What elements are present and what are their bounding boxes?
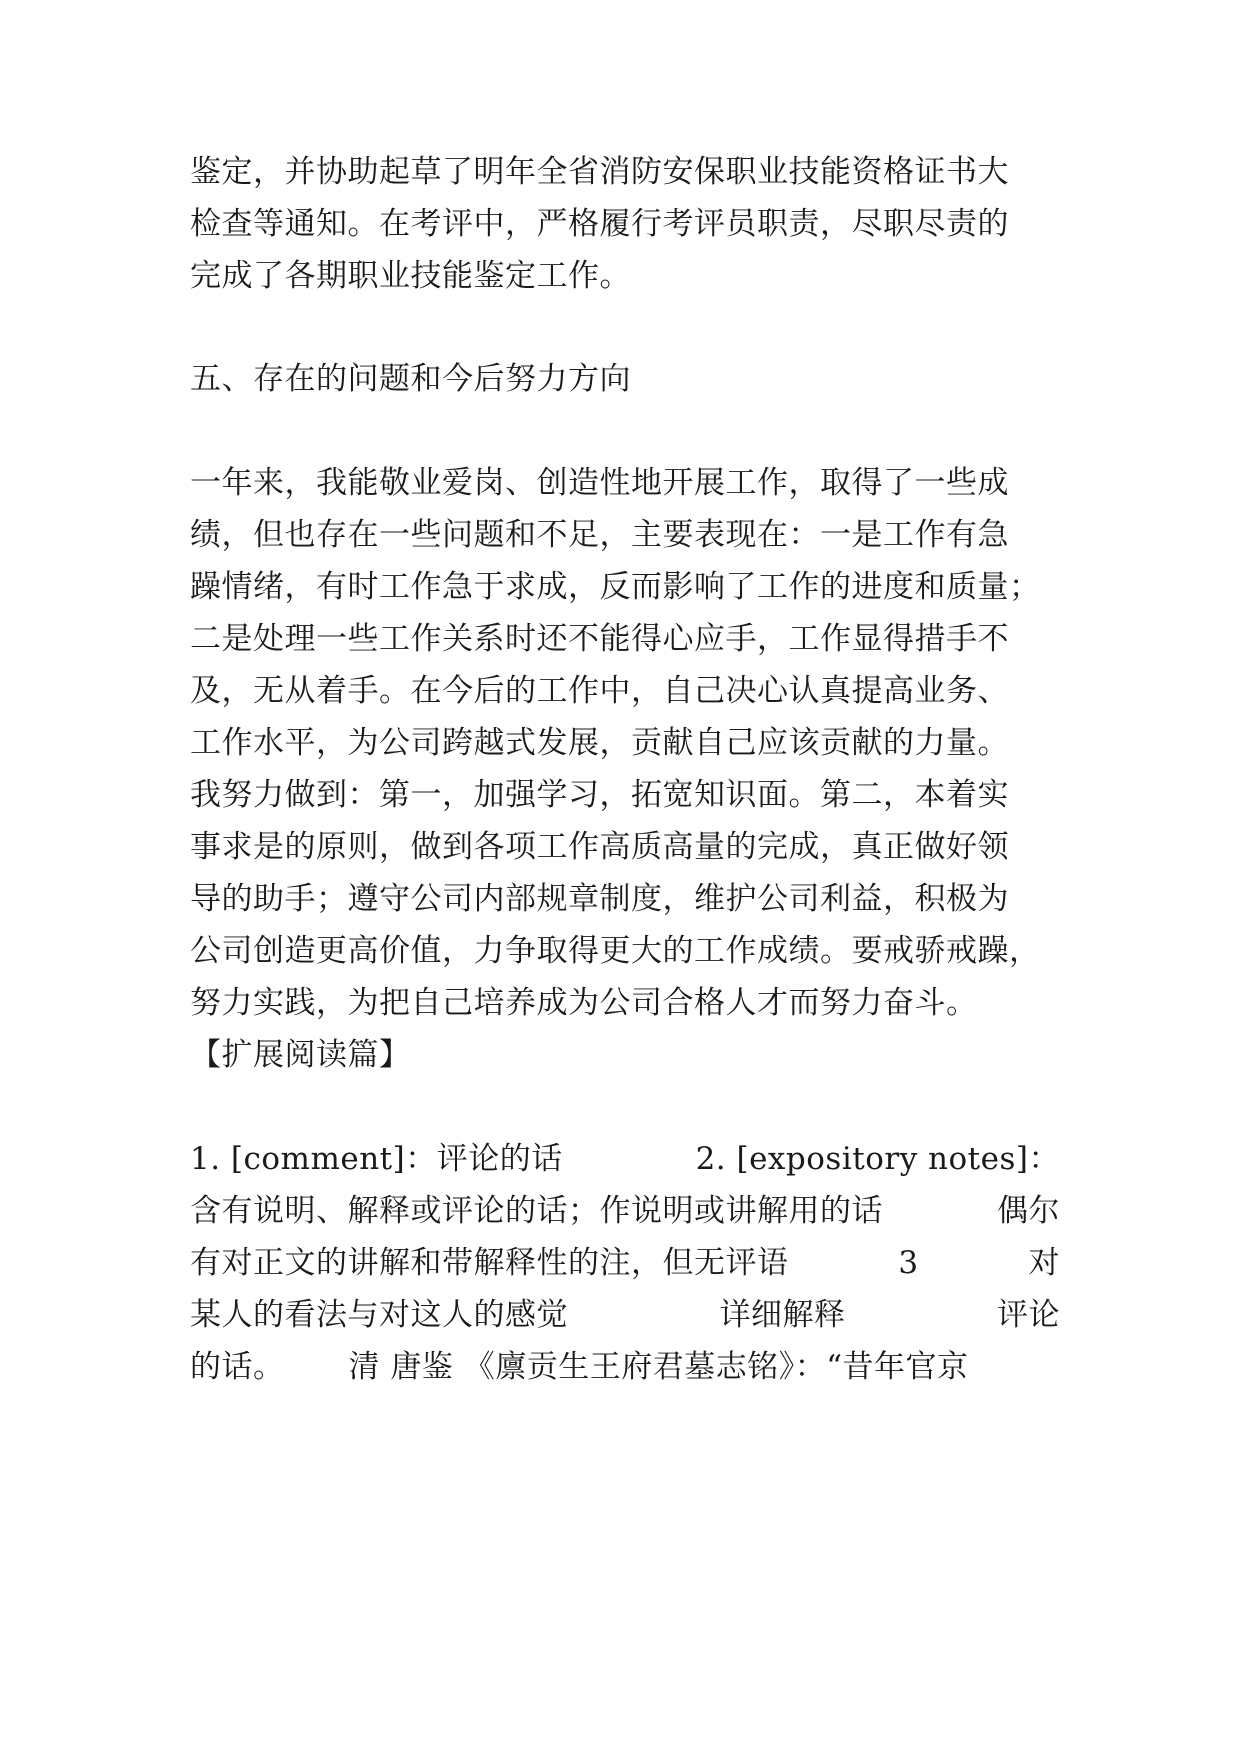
explanation-end: 的话。 xyxy=(190,1349,285,1385)
paragraph-2-line-6: 工作水平，为公司跨越式发展，贡献自己应该贡献的力量。 xyxy=(190,725,1009,761)
paragraph-1-line-2: 检查等通知。在考评中，严格履行考评员职责，尽职尽责的 xyxy=(190,206,1009,242)
definition-2-continued: 有对正文的讲解和带解释性的注，但无评语 xyxy=(190,1245,789,1281)
paragraph-2-line-8: 事求是的原则，做到各项工作高质高量的完成，真正做好领 xyxy=(190,829,1009,865)
definition-3-text: 某人的看法与对这人的感觉 xyxy=(190,1297,568,1333)
paragraph-2-line-11: 努力实践，为把自己培养成为公司合格人才而努力奋斗。 xyxy=(190,985,978,1021)
detailed-explanation-label: 详细解释 xyxy=(719,1297,846,1333)
definition-3-start: 对 xyxy=(1028,1245,1060,1281)
paragraph-2-line-9: 导的助手；遵守公司内部规章制度，维护公司利益，积极为 xyxy=(190,881,1009,917)
paragraph-3-line-5 xyxy=(190,1347,1060,1387)
paragraph-3-line-1 xyxy=(190,1139,1060,1179)
definition-2-text: 含有说明、解释或评论的话；作说明或讲解用的话 xyxy=(190,1193,883,1229)
paragraph-2-line-4: 二是处理一些工作关系时还不能得心应手，工作显得措手不 xyxy=(190,621,1009,657)
paragraph-2-line-10: 公司创造更高价值，力争取得更大的工作成绩。要戒骄戒躁， xyxy=(190,933,1041,969)
paragraph-1-line-1: 鉴定，并协助起草了明年全省消防安保职业技能资格证书大 xyxy=(190,154,1009,190)
definition-1: 1. [comment]：评论的话 xyxy=(190,1141,563,1177)
paragraph-3-line-2 xyxy=(190,1191,1060,1231)
paragraph-2-line-2: 绩，但也存在一些问题和不足，主要表现在：一是工作有急 xyxy=(190,517,1009,553)
definition-3-number: 3 xyxy=(898,1245,919,1281)
paragraph-2-line-5: 及，无从着手。在今后的工作中，自己决心认真提高业务、 xyxy=(190,673,1009,709)
extended-reading-heading: 【扩展阅读篇】 xyxy=(190,1037,411,1073)
paragraph-3-line-3 xyxy=(190,1243,1060,1283)
citation-text: 清 唐鉴 《廪贡生王府君墓志铭》：“昔年官京 xyxy=(348,1349,969,1385)
paragraph-3-line-4 xyxy=(190,1295,1060,1335)
paragraph-2-line-1: 一年来，我能敬业爱岗、创造性地开展工作，取得了一些成 xyxy=(190,465,1009,501)
definition-2: 2. [expository notes]： xyxy=(695,1141,1060,1177)
paragraph-2-line-3: 躁情绪，有时工作急于求成，反而影响了工作的进度和质量； xyxy=(190,569,1041,605)
section-heading-5: 五、存在的问题和今后努力方向 xyxy=(190,361,631,397)
explanation-start: 评论 xyxy=(997,1297,1060,1333)
paragraph-2-line-7: 我努力做到：第一，加强学习，拓宽知识面。第二，本着实 xyxy=(190,777,1009,813)
definition-2-tail: 偶尔 xyxy=(997,1193,1060,1229)
paragraph-1-line-3: 完成了各期职业技能鉴定工作。 xyxy=(190,258,631,294)
